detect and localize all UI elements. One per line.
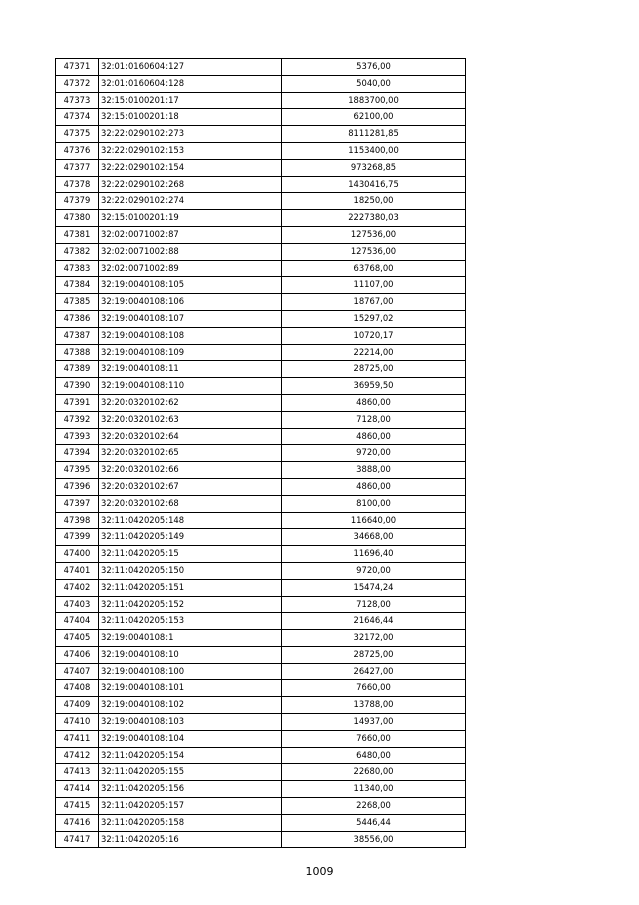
table-row	[56, 445, 466, 462]
value-cell: 7660,00	[282, 680, 466, 697]
value-cell: 127536,00	[282, 243, 466, 260]
row-number-cell: 47417	[56, 831, 99, 848]
value-cell: 11340,00	[282, 781, 466, 798]
row-number-cell: 47405	[56, 630, 99, 647]
row-number-cell: 47387	[56, 327, 99, 344]
value-cell: 5446,44	[282, 814, 466, 831]
row-number-cell: 47385	[56, 294, 99, 311]
cadastral-number-cell: 32:11:0420205:152	[99, 596, 282, 613]
cadastral-number-cell: 32:11:0420205:158	[99, 814, 282, 831]
cadastral-number-cell: 32:15:0100201:19	[99, 210, 282, 227]
row-number-cell: 47389	[56, 361, 99, 378]
cadastral-number-cell: 32:19:0040108:100	[99, 663, 282, 680]
value-cell: 127536,00	[282, 226, 466, 243]
cadastral-number-cell: 32:11:0420205:150	[99, 562, 282, 579]
value-cell: 21646,44	[282, 613, 466, 630]
row-number-cell: 47414	[56, 781, 99, 798]
cadastral-number-cell: 32:15:0100201:18	[99, 109, 282, 126]
cadastral-number-cell: 32:11:0420205:16	[99, 831, 282, 848]
table-row	[56, 613, 466, 630]
value-cell: 4860,00	[282, 428, 466, 445]
row-number-cell: 47390	[56, 378, 99, 395]
value-cell: 18250,00	[282, 193, 466, 210]
cadastral-number-cell: 32:19:0040108:107	[99, 310, 282, 327]
cadastral-number-cell: 32:11:0420205:155	[99, 764, 282, 781]
table-row	[56, 210, 466, 227]
table-row	[56, 596, 466, 613]
row-number-cell: 47381	[56, 226, 99, 243]
table-row	[56, 428, 466, 445]
row-number-cell: 47393	[56, 428, 99, 445]
table-row	[56, 562, 466, 579]
value-cell: 28725,00	[282, 361, 466, 378]
value-cell: 15297,02	[282, 310, 466, 327]
value-cell: 11107,00	[282, 277, 466, 294]
value-cell: 26427,00	[282, 663, 466, 680]
row-number-cell: 47398	[56, 512, 99, 529]
value-cell: 9720,00	[282, 445, 466, 462]
table-row	[56, 462, 466, 479]
value-cell: 62100,00	[282, 109, 466, 126]
table-row	[56, 781, 466, 798]
row-number-cell: 47376	[56, 142, 99, 159]
value-cell: 13788,00	[282, 697, 466, 714]
cadastral-number-cell: 32:20:0320102:66	[99, 462, 282, 479]
row-number-cell: 47412	[56, 747, 99, 764]
row-number-cell: 47416	[56, 814, 99, 831]
row-number-cell: 47408	[56, 680, 99, 697]
cadastral-number-cell: 32:11:0420205:156	[99, 781, 282, 798]
cadastral-number-cell: 32:19:0040108:101	[99, 680, 282, 697]
row-number-cell: 47400	[56, 546, 99, 563]
row-number-cell: 47379	[56, 193, 99, 210]
cadastral-number-cell: 32:11:0420205:154	[99, 747, 282, 764]
row-number-cell: 47409	[56, 697, 99, 714]
table-row	[56, 176, 466, 193]
table-row	[56, 680, 466, 697]
cadastral-number-cell: 32:11:0420205:148	[99, 512, 282, 529]
cadastral-number-cell: 32:20:0320102:68	[99, 495, 282, 512]
cadastral-number-cell: 32:19:0040108:109	[99, 344, 282, 361]
value-cell: 7128,00	[282, 596, 466, 613]
table-row	[56, 193, 466, 210]
cadastral-number-cell: 32:11:0420205:151	[99, 579, 282, 596]
row-number-cell: 47394	[56, 445, 99, 462]
row-number-cell: 47404	[56, 613, 99, 630]
value-cell: 2268,00	[282, 798, 466, 815]
page-number: 1009	[305, 865, 334, 878]
cadastral-number-cell: 32:11:0420205:15	[99, 546, 282, 563]
row-number-cell: 47372	[56, 75, 99, 92]
table-row	[56, 277, 466, 294]
cadastral-number-cell: 32:20:0320102:62	[99, 394, 282, 411]
row-number-cell: 47382	[56, 243, 99, 260]
cadastral-number-cell: 32:19:0040108:103	[99, 714, 282, 731]
table-row	[56, 394, 466, 411]
row-number-cell: 47397	[56, 495, 99, 512]
row-number-cell: 47403	[56, 596, 99, 613]
cadastral-number-cell: 32:22:0290102:153	[99, 142, 282, 159]
table-row	[56, 361, 466, 378]
row-number-cell: 47411	[56, 730, 99, 747]
table-row	[56, 730, 466, 747]
value-cell: 5040,00	[282, 75, 466, 92]
table-row	[56, 159, 466, 176]
value-cell: 28725,00	[282, 646, 466, 663]
cadastral-number-cell: 32:02:0071002:88	[99, 243, 282, 260]
table-row	[56, 579, 466, 596]
value-cell: 1883700,00	[282, 92, 466, 109]
table-row	[56, 327, 466, 344]
value-cell: 8111281,85	[282, 126, 466, 143]
row-number-cell: 47402	[56, 579, 99, 596]
value-cell: 22214,00	[282, 344, 466, 361]
row-number-cell: 47415	[56, 798, 99, 815]
cadastral-number-cell: 32:02:0071002:89	[99, 260, 282, 277]
table-row	[56, 243, 466, 260]
value-cell: 8100,00	[282, 495, 466, 512]
row-number-cell: 47391	[56, 394, 99, 411]
row-number-cell: 47378	[56, 176, 99, 193]
table-row	[56, 59, 466, 76]
row-number-cell: 47374	[56, 109, 99, 126]
row-number-cell: 47410	[56, 714, 99, 731]
table-row	[56, 646, 466, 663]
value-cell: 10720,17	[282, 327, 466, 344]
cadastral-number-cell: 32:19:0040108:105	[99, 277, 282, 294]
cadastral-number-cell: 32:22:0290102:274	[99, 193, 282, 210]
table-row	[56, 378, 466, 395]
row-number-cell: 47380	[56, 210, 99, 227]
table-row	[56, 294, 466, 311]
table-row	[56, 75, 466, 92]
table-row	[56, 344, 466, 361]
value-cell: 116640,00	[282, 512, 466, 529]
cadastral-number-cell: 32:19:0040108:106	[99, 294, 282, 311]
cadastral-number-cell: 32:19:0040108:11	[99, 361, 282, 378]
row-number-cell: 47388	[56, 344, 99, 361]
row-number-cell: 47383	[56, 260, 99, 277]
value-cell: 2227380,03	[282, 210, 466, 227]
value-cell: 4860,00	[282, 478, 466, 495]
cadastral-number-cell: 32:22:0290102:154	[99, 159, 282, 176]
table-row	[56, 798, 466, 815]
row-number-cell: 47377	[56, 159, 99, 176]
value-cell: 6480,00	[282, 747, 466, 764]
cadastral-number-cell: 32:02:0071002:87	[99, 226, 282, 243]
table-row	[56, 310, 466, 327]
table-row	[56, 226, 466, 243]
value-cell: 1153400,00	[282, 142, 466, 159]
table-row	[56, 814, 466, 831]
row-number-cell: 47407	[56, 663, 99, 680]
table-row	[56, 260, 466, 277]
cadastral-number-cell: 32:20:0320102:67	[99, 478, 282, 495]
cadastral-number-cell: 32:20:0320102:64	[99, 428, 282, 445]
row-number-cell: 47392	[56, 411, 99, 428]
value-cell: 7660,00	[282, 730, 466, 747]
table-row	[56, 495, 466, 512]
table-body	[56, 59, 466, 848]
table-row	[56, 411, 466, 428]
table-row	[56, 126, 466, 143]
cadastral-number-cell: 32:19:0040108:10	[99, 646, 282, 663]
table-row	[56, 630, 466, 647]
value-cell: 63768,00	[282, 260, 466, 277]
table-row	[56, 663, 466, 680]
table-row	[56, 512, 466, 529]
cadastral-number-cell: 32:11:0420205:157	[99, 798, 282, 815]
cadastral-number-cell: 32:20:0320102:65	[99, 445, 282, 462]
table-row	[56, 714, 466, 731]
row-number-cell: 47396	[56, 478, 99, 495]
cadastral-number-cell: 32:11:0420205:153	[99, 613, 282, 630]
value-cell: 973268,85	[282, 159, 466, 176]
table-row	[56, 109, 466, 126]
row-number-cell: 47375	[56, 126, 99, 143]
cadastral-number-cell: 32:19:0040108:102	[99, 697, 282, 714]
value-cell: 38556,00	[282, 831, 466, 848]
table-row	[56, 142, 466, 159]
value-cell: 1430416,75	[282, 176, 466, 193]
cadastral-number-cell: 32:11:0420205:149	[99, 529, 282, 546]
value-cell: 22680,00	[282, 764, 466, 781]
table-row	[56, 92, 466, 109]
cadastral-number-cell: 32:01:0160604:127	[99, 59, 282, 76]
value-cell: 9720,00	[282, 562, 466, 579]
cadastral-number-cell: 32:01:0160604:128	[99, 75, 282, 92]
row-number-cell: 47395	[56, 462, 99, 479]
row-number-cell: 47384	[56, 277, 99, 294]
value-cell: 18767,00	[282, 294, 466, 311]
table-row	[56, 546, 466, 563]
row-number-cell: 47399	[56, 529, 99, 546]
cadastral-number-cell: 32:15:0100201:17	[99, 92, 282, 109]
row-number-cell: 47401	[56, 562, 99, 579]
row-number-cell: 47371	[56, 59, 99, 76]
row-number-cell: 47413	[56, 764, 99, 781]
cadastral-number-cell: 32:22:0290102:273	[99, 126, 282, 143]
row-number-cell: 47406	[56, 646, 99, 663]
table-row	[56, 697, 466, 714]
cadastral-number-cell: 32:22:0290102:268	[99, 176, 282, 193]
value-cell: 36959,50	[282, 378, 466, 395]
cadastral-value-table	[55, 58, 466, 848]
cadastral-number-cell: 32:19:0040108:108	[99, 327, 282, 344]
table-row	[56, 831, 466, 848]
value-cell: 5376,00	[282, 59, 466, 76]
cadastral-number-cell: 32:19:0040108:104	[99, 730, 282, 747]
cadastral-number-cell: 32:19:0040108:1	[99, 630, 282, 647]
value-cell: 34668,00	[282, 529, 466, 546]
value-cell: 14937,00	[282, 714, 466, 731]
value-cell: 4860,00	[282, 394, 466, 411]
value-cell: 3888,00	[282, 462, 466, 479]
value-cell: 11696,40	[282, 546, 466, 563]
value-cell: 15474,24	[282, 579, 466, 596]
table-row	[56, 478, 466, 495]
table-row	[56, 529, 466, 546]
cadastral-number-cell: 32:20:0320102:63	[99, 411, 282, 428]
table-row	[56, 747, 466, 764]
cadastral-number-cell: 32:19:0040108:110	[99, 378, 282, 395]
row-number-cell: 47373	[56, 92, 99, 109]
value-cell: 7128,00	[282, 411, 466, 428]
value-cell: 32172,00	[282, 630, 466, 647]
table-row	[56, 764, 466, 781]
row-number-cell: 47386	[56, 310, 99, 327]
